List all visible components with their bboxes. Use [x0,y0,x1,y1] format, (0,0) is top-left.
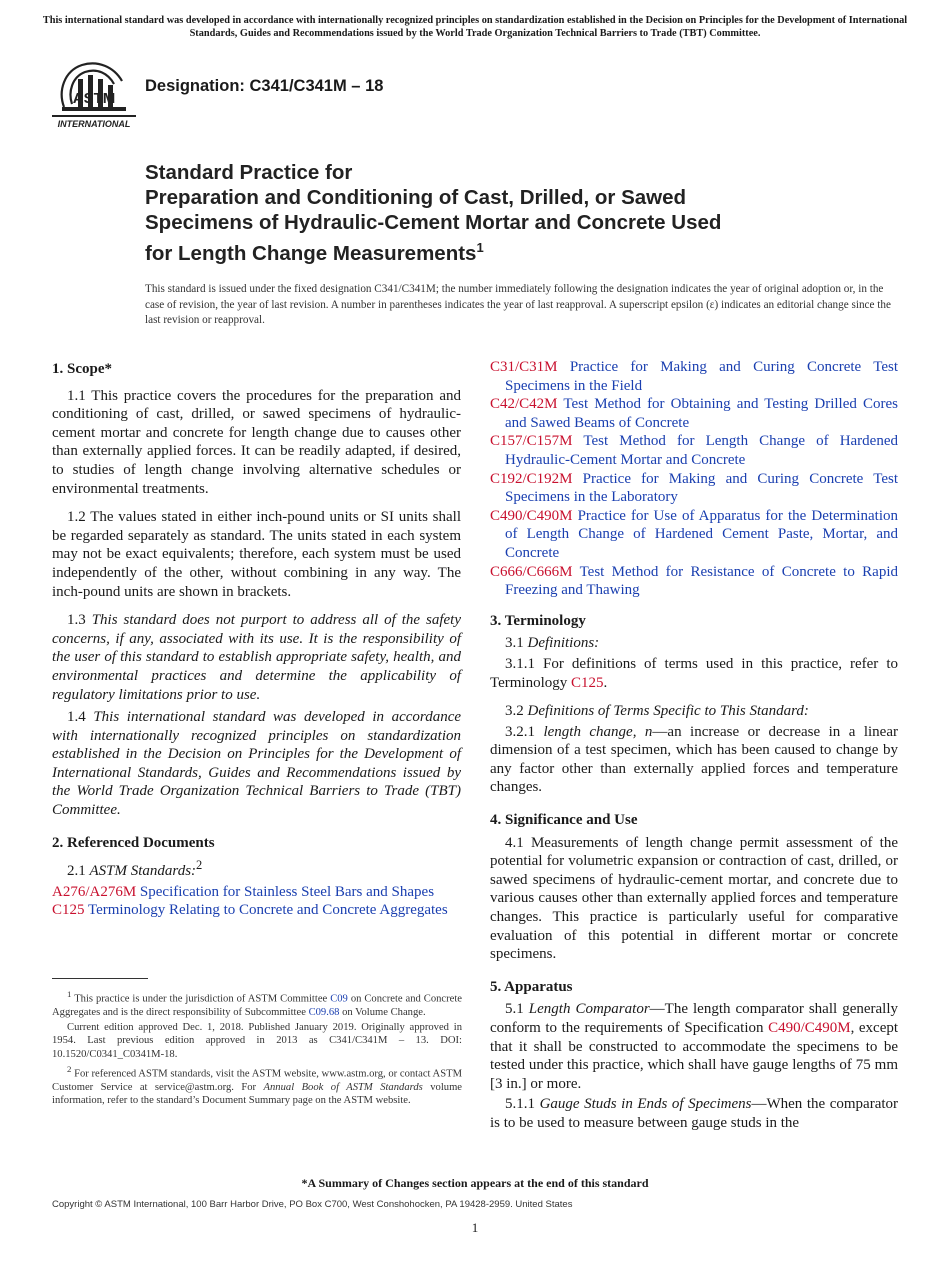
footnotes [52,988,462,1109]
footnote-1: $^1$ This practice is under the jurisdiction of ASTM Committee C09 on Concrete and Concrete Aggregates and is the direct responsibility of Subcommittee C09.68 on Volume Change. [52,989,463,1018]
ref-c42-link[interactable]: C42/C42M Test Method for Obtaining and Testing Drilled Cores and Sawed Beams of Concrete [490,396,898,431]
footnote-divider [52,978,148,979]
title-line-1: Standard Practice for [145,161,353,184]
para-1-1: 1.1 This practice covers the procedures for the preparation and conditioning of cast, drilled, or sawed specimens of hydraulic-cement mortar and concrete for length change due to causes other than externally applied forces. It can be readily adapted, if desired, to studies of length change involving alternative schedules or environmental treatments. [52,387,461,497]
para-3-2-1: 3.2.1 length change, n—an increase or decrease in a linear dimension of a test specimen, which has been caused to change by any factor other than externally applied forces and temperature changes. [490,723,898,796]
ref-c31-link[interactable]: C31/C31M Practice for Making and Curing Concrete Test Specimens in the Field [490,359,898,394]
para-2-1: 2.1 ASTM Standards:$^2$ [67,858,203,880]
svg-text:INTERNATIONAL: INTERNATIONAL [57,119,131,129]
apparatus-heading: 5. Apparatus [490,978,573,995]
para-5-1-1: 5.1.1 Gauge Studs in Ends of Specimens—When the comparator is to be used to measure between gauge studs in the [490,1096,899,1131]
title-footnote-marker: 1 [476,240,484,255]
ref-c490-link[interactable]: C490/C490M Practice for Use of Apparatus for the Determination of Length Change of Hardened Cement Paste, Mortar, and Concrete [490,507,899,561]
ref-a276-link[interactable]: A276/A276M Specification for Stainless Steel Bars and Shapes [52,883,435,900]
svg-text:ASTM: ASTM [72,90,116,107]
para-3-2: 3.2 Definitions of Terms Specific to This Standard: [505,703,809,720]
referenced-documents-heading: 2. Referenced Documents [52,834,215,851]
page-number: 1 [471,1220,479,1235]
c125-link[interactable]: C125 [571,674,604,691]
summary-of-changes-note: *A Summary of Changes section appears at the end of this standard [301,1176,649,1190]
para-1-4: 1.4 This international standard was developed in accordance with internationally recognized principles on standardization established in the Decision on Principles for the Development of International Standards, Guides and Recommendations issued by the World Trade Organization Technical Barriers to Trade (TBT) Committee. [52,709,462,819]
copyright: Copyright © ASTM International, 100 Barr Harbor Drive, PO Box C700, West Conshohocken, PA 19428-2959. United States [52,1199,573,1210]
c09-68-link[interactable]: C09.68 [308,1006,340,1018]
footnote-2: $^2$ For referenced ASTM standards, visit the ASTM website, www.astm.org, or contact ASTM Customer Service at service@astm.org. For Annual Book of ASTM Standards volume information, refer to the standard’s Document Summary page on the ASTM website. [52,1064,463,1107]
para-3-1: 3.1 Definitions: [505,635,600,652]
left-column [52,360,461,920]
c09-link[interactable]: C09 [330,993,348,1005]
c490-link[interactable]: C490/C490M [768,1020,851,1036]
issued-note: This standard is issued under the fixed designation C341/C341M; the number immediately following the designation indicates the year of original adoption or, in the case of revision, the year of last revision. A number in parentheses indicates the year of last reapproval. A superscript epsilon (ε) indicates an editorial change since the last revision or reapproval. [145,283,891,326]
para-1-2: 1.2 The values stated in either inch-pound units or SI units shall be regarded separately as standard. The units stated in each system may not be exact equivalents; therefore, each system must be used independently of the other, without combining in any way. The inch-pound units are shown in brackets. [52,509,461,600]
top-notice: This international standard was developed in accordance with internationally recognized principles on standardization established in the Decision on Principles for the Development of International Standards, Guides and Recommendations issued by the World Trade Organization Technical Barriers to Trade (TBT) Committee. [42,15,908,39]
ref-c157-link[interactable]: C157/C157M Test Method for Length Change of Hardened Hydraulic-Cement Mortar and Concrete [490,433,898,468]
right-column [490,358,898,1137]
ref-c125-link[interactable]: C125 Terminology Relating to Concrete and Concrete Aggregates [52,902,448,919]
significance-heading: 4. Significance and Use [490,812,638,829]
para-4-1: 4.1 Measurements of length change permit assessment of the potential for volumetric expansion or contraction of cast, drilled, or sawed specimens of hydraulic-cement mortar, and concrete due to various causes other than externally applied forces and temperature changes. This practice is particularly useful for comparative evaluation of this potential in different mortar or concrete specimens. [490,834,898,963]
ref-c666-link[interactable]: C666/C666M Test Method for Resistance of Concrete to Rapid Freezing and Thawing [490,563,898,599]
terminology-heading: 3. Terminology [490,612,586,629]
para-1-3: 1.3 This standard does not purport to address all of the safety concerns, if any, associated with its use. It is the responsibility of the user of this standard to establish appropriate safety, health, and environmental practices and determine the applicability of regulatory limitations prior to use. [52,612,462,703]
para-3-1-1: 3.1.1 For definitions of terms used in this practice, refer to Terminology C125. [490,655,898,691]
title-line-3: Specimens of Hydraulic-Cement Mortar and Concrete Used [145,211,722,234]
title-line-2: Preparation and Conditioning of Cast, Drilled, or Sawed [145,186,687,209]
para-5-1: 5.1 Length Comparator—The length comparator shall generally conform to the requirements of Specification C490/C490M, except that it shall be constructed to accommodate the specimens to be tested under this practice, which shall have gauge lengths of 75 mm [3 in.] or more. [490,1001,899,1092]
designation: Designation: C341/C341M – 18 [145,77,384,95]
footnote-1-edition: Current edition approved Dec. 1, 2018. Published January 2019. Originally approved in 1954. Last previous edition approved in 2013 as C341/C341M – 13. DOI: 10.1520/C0341_C0341M-18. [52,1022,462,1060]
ref-c192-link[interactable]: C192/C192M Practice for Making and Curing Concrete Test Specimens in the Laboratory [490,470,898,506]
document-title [145,160,905,266]
scope-heading: 1. Scope* [52,361,112,377]
title-line-4: for Length Change Measurements$^1$ [145,240,484,265]
astm-logo-icon [52,57,136,133]
